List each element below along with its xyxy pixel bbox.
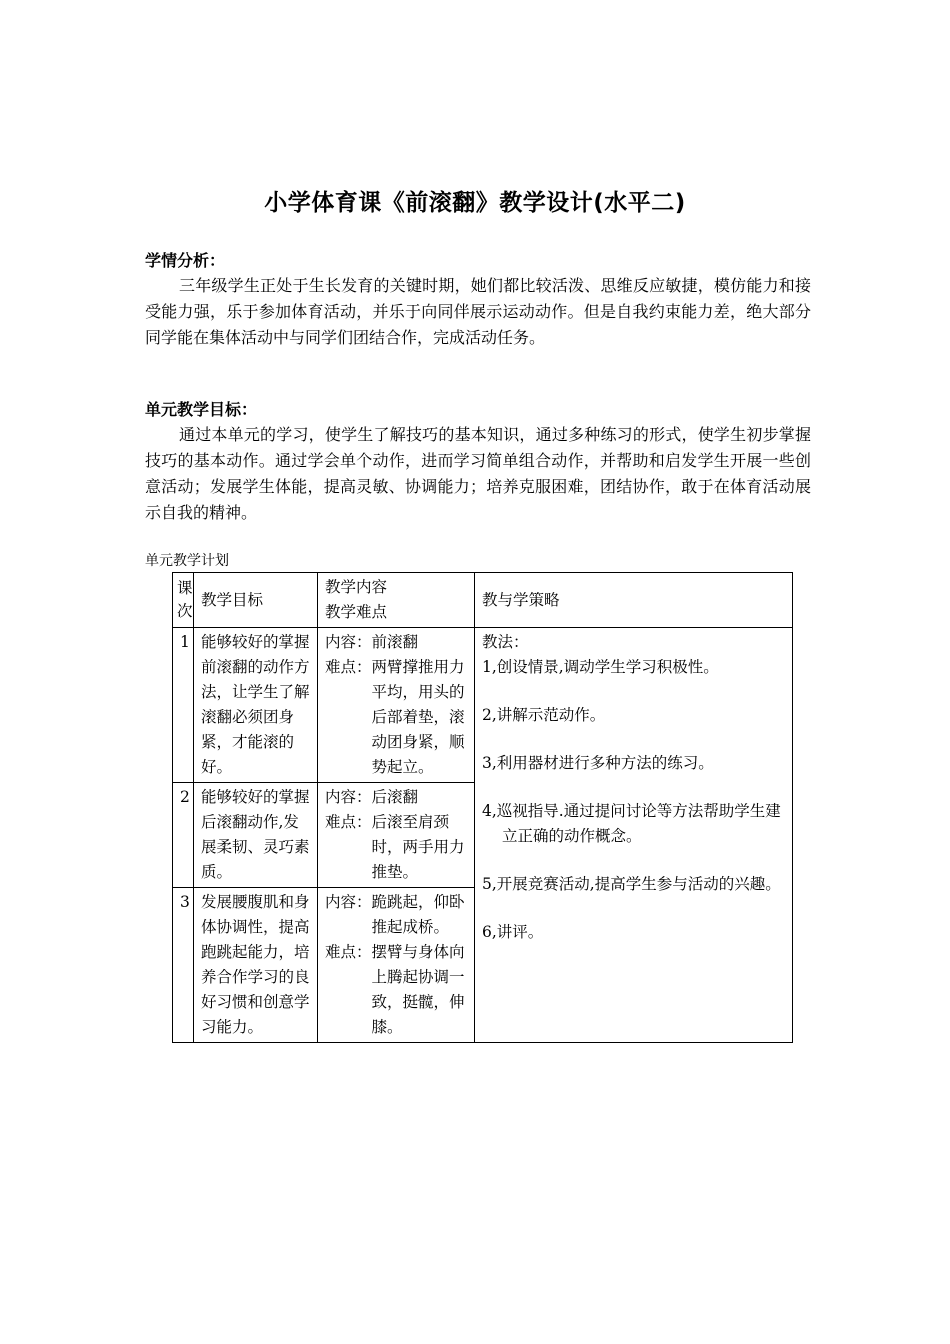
header-strategy: 教与学策略 (475, 573, 793, 628)
row-content (318, 783, 475, 888)
header-lesson-line2: 次 (177, 602, 193, 620)
strategy-item: 1,创设情景,调动学生学习积极性。 (482, 658, 719, 676)
analysis-heading: 学情分析： (145, 251, 226, 270)
content-label: 内容： (325, 633, 372, 651)
plan-caption: 单元教学计划 (145, 553, 229, 569)
goals-section (145, 398, 811, 526)
content-line (325, 630, 467, 655)
goals-text: 通过本单元的学习，使学生了解技巧的基本知识，通过多种练习的形式，使学生初步掌握技巧的基本动作。通过学会单个动作，进而学习简单组合动作，并帮助和启发学生开展一些创意活动；发展学生体能，提高灵敏、协调能力；培养克服困难，团结协作，敢于在体育活动展示自我的精神。 (145, 425, 811, 522)
content-label: 内容： (325, 893, 372, 911)
difficulty-label: 难点： (325, 813, 372, 831)
content-label: 内容： (325, 788, 372, 806)
content-line (325, 890, 467, 940)
difficulty-line (325, 655, 467, 780)
difficulty-line (325, 810, 467, 885)
table-header-row (173, 573, 793, 628)
row-number: 1 (173, 628, 194, 783)
row-number: 2 (173, 783, 194, 888)
analysis-section (145, 249, 811, 351)
header-content-line1: 教学内容 (325, 578, 388, 596)
row-objective: 能够较好的掌握后滚翻动作,发展柔韧、灵巧素质。 (194, 783, 318, 888)
content-value: 跪跳起，仰卧推起成桥。 (371, 893, 465, 936)
row-number: 3 (173, 888, 194, 1043)
header-lesson-line1: 课 (177, 579, 193, 597)
strategy-cell (475, 628, 793, 1043)
difficulty-label: 难点： (325, 658, 372, 676)
row-content (318, 628, 475, 783)
plan-table (172, 572, 793, 1043)
strategy-item: 2,讲解示范动作。 (482, 706, 606, 724)
row-content (318, 888, 475, 1043)
strategy-label: 教法： (482, 633, 529, 651)
difficulty-value: 摆臂与身体向上腾起协调一致，挺髋，伸膝。 (371, 943, 465, 1036)
row-objective: 能够较好的掌握前滚翻的动作方法，让学生了解滚翻必须团身紧，才能滚的好。 (194, 628, 318, 783)
strategy-item: 6,讲评。 (482, 923, 544, 941)
table-row (173, 628, 793, 783)
content-value: 后滚翻 (371, 788, 419, 806)
content-value: 前滚翻 (371, 633, 419, 651)
difficulty-value: 后滚至肩颈时，两手用力推垫。 (371, 813, 465, 881)
row-objective: 发展腰腹肌和身体协调性，提高跑跳起能力，培养合作学习的良好习惯和创意学习能力。 (194, 888, 318, 1043)
header-content (318, 573, 475, 628)
goals-heading: 单元教学目标： (145, 400, 258, 419)
strategy-item: 5,开展竞赛活动,提高学生参与活动的兴趣。 (482, 875, 781, 893)
header-content-line2: 教学难点 (325, 603, 388, 621)
header-lesson (173, 573, 194, 628)
difficulty-label: 难点： (325, 943, 372, 961)
analysis-text: 三年级学生正处于生长发育的关键时期，她们都比较活泼、思维反应敏捷，模仿能力和接受能力强，乐于参加体育活动，并乐于向同伴展示运动动作。但是自我约束能力差，绝大部分同学能在集体活动中与同学们团结合作，完成活动任务。 (145, 276, 811, 347)
header-objective: 教学目标 (194, 573, 318, 628)
strategy-item: 3,利用器材进行多种方法的练习。 (482, 754, 714, 772)
strategy-item: 4,巡视指导.通过提问讨论等方法帮助学生建立正确的动作概念。 (482, 802, 781, 845)
document-title: 小学体育课《前滚翻》教学设计(水平二) (264, 190, 686, 216)
difficulty-line (325, 940, 467, 1040)
difficulty-value: 两臂撑推用力平均，用头的后部着垫，滚动团身紧，顺势起立。 (371, 658, 465, 776)
content-line (325, 785, 467, 810)
